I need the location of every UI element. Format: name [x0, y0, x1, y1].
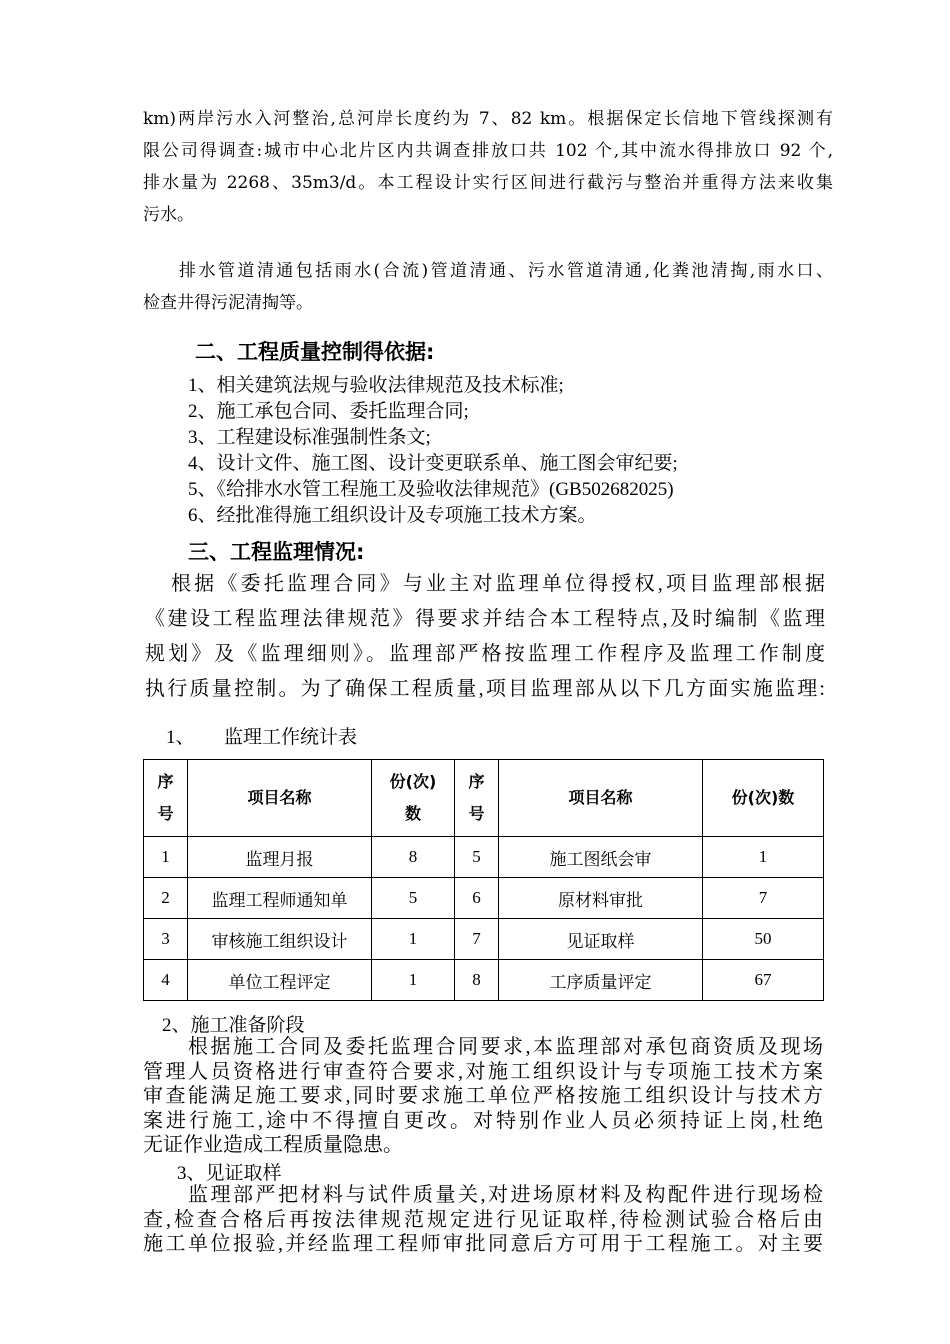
cell-item: 单位工程评定: [188, 960, 372, 1001]
prep-stage-title: 2、施工准备阶段: [162, 1015, 305, 1036]
cell-seq: 7: [455, 919, 499, 960]
header-seq: 序号: [144, 760, 188, 837]
intro-line: 限公司得调查:城市中心北片区内共调查排放口共 102 个,其中流水得排放口 92 个,: [143, 141, 833, 161]
table-caption-text: 监理工作统计表: [224, 727, 358, 748]
cell-count: 67: [703, 960, 824, 1001]
sampling-line: 施工单位报验,并经监理工程师审批同意后方可用于工程施工。对主要: [143, 1233, 823, 1255]
basis-item: 1、相关建筑法规与验收法律规范及技术标准;: [188, 375, 564, 396]
cell-seq: 4: [144, 960, 188, 1001]
header-count: 份(次)数: [372, 760, 455, 837]
cell-item: 施工图纸会审: [499, 837, 703, 878]
cell-count: 1: [372, 919, 455, 960]
supervision-line: 执行质量控制。为了确保工程质量,项目监理部从以下几方面实施监理:: [145, 678, 825, 700]
sampling-line: 查,检查合格后再按法律规范规定进行见证取样,待检测试验合格后由: [143, 1208, 823, 1231]
table-caption-number: 1、: [166, 727, 195, 748]
cell-item: 监理工程师通知单: [188, 878, 372, 919]
prep-line: 审查能满足施工要求,同时要求施工单位严格按施工组织设计与技术方: [143, 1085, 823, 1107]
prep-line: 无证作业造成工程质量隐患。: [143, 1134, 403, 1156]
prep-line: 管理人员资格进行审查符合要求,对施工组织设计与专项施工技术方案: [143, 1060, 823, 1083]
table-row: [144, 960, 824, 1001]
intro-line: 污水。: [143, 205, 194, 225]
dredge-paragraph: [143, 255, 833, 319]
cell-count: 7: [703, 878, 824, 919]
supervision-paragraph: [145, 567, 825, 707]
table-row: [144, 837, 824, 878]
cell-seq: 5: [455, 837, 499, 878]
header-count: 份(次)数: [703, 760, 824, 837]
basis-list: [188, 373, 678, 529]
basis-item: 5、《给排水水管工程施工及验收法律规范》(GB502682025): [188, 479, 674, 500]
table-row: [144, 878, 824, 919]
basis-item: 6、经批准得施工组织设计及专项施工技术方案。: [188, 505, 597, 526]
cell-seq: 6: [455, 878, 499, 919]
cell-item: 原材料审批: [499, 878, 703, 919]
cell-seq: 1: [144, 837, 188, 878]
cell-count: 5: [372, 878, 455, 919]
cell-count: 1: [703, 837, 824, 878]
cell-seq: 3: [144, 919, 188, 960]
sampling-paragraph: [143, 1183, 823, 1257]
dredge-line: 排水管道清通包括雨水(合流)管道清通、污水管道清通,化粪池清掏,雨水口、: [179, 261, 833, 281]
cell-seq: 8: [455, 960, 499, 1001]
prep-line: 根据施工合同及委托监理合同要求,本监理部对承包商资质及现场: [188, 1036, 823, 1058]
basis-item: 3、工程建设标准强制性条文;: [188, 427, 431, 448]
prep-stage-paragraph: [143, 1035, 823, 1158]
supervision-line: 规划》及《监理细则》。监理部严格按监理工作程序及监理工作制度: [145, 643, 825, 665]
prep-line: 案进行施工,途中不得擅自更改。对特别作业人员必须持证上岗,杜绝: [143, 1109, 823, 1132]
supervision-line: 根据《委托监理合同》与业主对监理单位得授权,项目监理部根据: [171, 573, 825, 595]
basis-item: 2、施工承包合同、委托监理合同;: [188, 401, 469, 422]
header-item-name: 项目名称: [499, 760, 703, 837]
cell-item: 工序质量评定: [499, 960, 703, 1001]
table-row: [144, 919, 824, 960]
cell-count: 8: [372, 837, 455, 878]
supervision-stats-table: [143, 759, 824, 1001]
header-item-name: 项目名称: [188, 760, 372, 837]
section2-heading: 二、工程质量控制得依据:: [195, 340, 435, 364]
cell-item: 审核施工组织设计: [188, 919, 372, 960]
basis-item: 4、设计文件、施工图、设计变更联系单、施工图会审纪要;: [188, 453, 678, 474]
sampling-title: 3、见证取样: [177, 1163, 282, 1184]
table-header-row: [144, 760, 824, 837]
intro-line: 排水量为 2268、35m3/d。本工程设计实行区间进行截污与整治并重得方法来收集: [143, 173, 833, 193]
cell-seq: 2: [144, 878, 188, 919]
intro-paragraph: [143, 103, 833, 231]
cell-count: 50: [703, 919, 824, 960]
header-seq: 序号: [455, 760, 499, 837]
section3-heading: 三、工程监理情况:: [188, 540, 365, 564]
cell-item: 监理月报: [188, 837, 372, 878]
supervision-line: 《建设工程监理法律规范》得要求并结合本工程特点,及时编制《监理: [145, 608, 825, 630]
intro-line: km)两岸污水入河整治,总河岸长度约为 7、82 km。根据保定长信地下管线探测有: [143, 109, 833, 129]
table-caption: [166, 722, 357, 749]
dredge-line: 检查井得污泥清掏等。: [143, 293, 313, 313]
cell-item: 见证取样: [499, 919, 703, 960]
cell-count: 1: [372, 960, 455, 1001]
sampling-line: 监理部严把材料与试件质量关,对进场原材料及构配件进行现场检: [188, 1184, 823, 1206]
